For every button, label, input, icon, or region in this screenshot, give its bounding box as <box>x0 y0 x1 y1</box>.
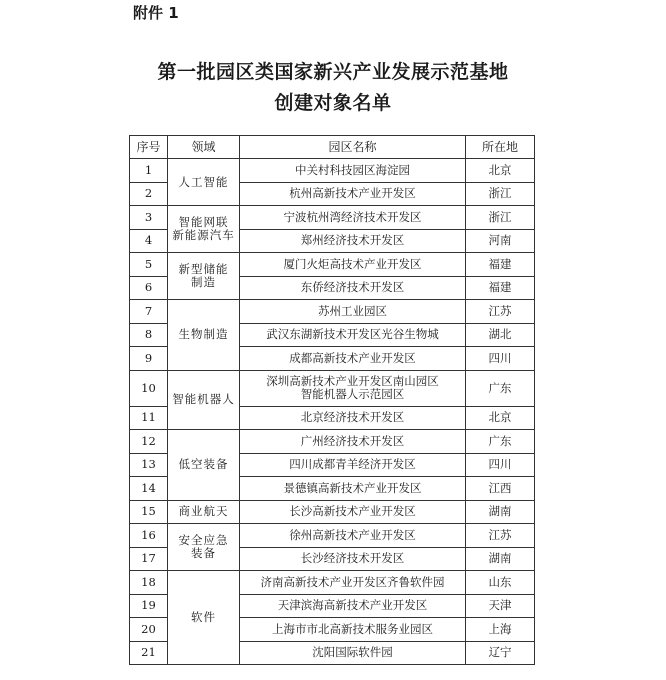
park-name: 上海市市北高新技术服务业园区 <box>240 618 466 642</box>
park-location: 天津 <box>466 594 535 618</box>
row-no: 8 <box>130 323 168 347</box>
row-no: 14 <box>130 477 168 501</box>
park-location: 上海 <box>466 618 535 642</box>
row-no: 15 <box>130 500 168 524</box>
park-name-line2: 智能机器人示范园区 <box>300 387 405 401</box>
field-name-line2: 新能源汽车 <box>172 228 235 242</box>
row-no: 6 <box>130 276 168 300</box>
row-no: 20 <box>130 618 168 642</box>
park-location: 四川 <box>466 453 535 477</box>
document-subtitle: 创建对象名单 <box>274 92 392 114</box>
table-row <box>130 500 535 524</box>
field-name: 新型储能 <box>178 262 229 276</box>
park-name: 厦门火炬高技术产业开发区 <box>240 253 466 277</box>
park-name <box>240 370 466 406</box>
field-name: 软件 <box>191 610 216 624</box>
table-row <box>130 159 535 183</box>
park-location: 河南 <box>466 229 535 253</box>
table-row <box>130 206 535 230</box>
row-no: 13 <box>130 453 168 477</box>
park-name: 沈阳国际软件园 <box>240 641 466 665</box>
field-cell <box>168 430 240 501</box>
park-location: 浙江 <box>466 182 535 206</box>
attachment-label: 附件 1 <box>133 4 179 22</box>
park-name: 四川成都青羊经济开发区 <box>240 453 466 477</box>
field-name-line2: 装备 <box>191 546 216 560</box>
field-name: 低空装备 <box>178 457 229 472</box>
header-no: 序号 <box>130 136 168 159</box>
row-no: 10 <box>130 370 168 406</box>
park-name: 中关村科技园区海淀园 <box>240 159 466 183</box>
park-location: 福建 <box>466 253 535 277</box>
header-park: 园区名称 <box>240 136 466 159</box>
park-name: 东侨经济技术开发区 <box>240 276 466 300</box>
field-cell <box>168 300 240 371</box>
table-row <box>130 524 535 548</box>
table-row <box>130 430 535 454</box>
field-cell <box>168 159 240 206</box>
park-name: 广州经济技术开发区 <box>240 430 466 454</box>
field-cell <box>168 571 240 665</box>
row-no: 18 <box>130 571 168 595</box>
field-name-line2: 制造 <box>191 275 216 289</box>
row-no: 11 <box>130 406 168 430</box>
park-name: 武汉东湖新技术开发区光谷生物城 <box>240 323 466 347</box>
table-row <box>130 300 535 324</box>
field-name: 商业航天 <box>178 504 229 519</box>
field-name: 人工智能 <box>178 174 229 189</box>
table-row <box>130 370 535 406</box>
table-row <box>130 253 535 277</box>
park-name: 北京经济技术开发区 <box>240 406 466 430</box>
field-cell <box>168 524 240 571</box>
field-name: 智能机器人 <box>172 392 235 407</box>
row-no: 21 <box>130 641 168 665</box>
row-no: 1 <box>130 159 168 183</box>
park-name: 郑州经济技术开发区 <box>240 229 466 253</box>
park-name: 苏州工业园区 <box>240 300 466 324</box>
park-name: 宁波杭州湾经济技术开发区 <box>240 206 466 230</box>
row-no: 3 <box>130 206 168 230</box>
park-location: 辽宁 <box>466 641 535 665</box>
document-title: 第一批园区类国家新兴产业发展示范基地 <box>157 61 509 83</box>
park-name: 景德镇高新技术产业开发区 <box>240 477 466 501</box>
row-no: 19 <box>130 594 168 618</box>
field-cell <box>168 206 240 253</box>
row-no: 17 <box>130 547 168 571</box>
park-name: 天津滨海高新技术产业开发区 <box>240 594 466 618</box>
row-no: 5 <box>130 253 168 277</box>
header-field: 领域 <box>168 136 240 159</box>
park-location: 福建 <box>466 276 535 300</box>
row-no: 2 <box>130 182 168 206</box>
row-no: 7 <box>130 300 168 324</box>
field-name: 安全应急 <box>178 533 229 547</box>
field-cell <box>168 500 240 524</box>
row-no: 12 <box>130 430 168 454</box>
park-location: 江苏 <box>466 300 535 324</box>
field-name: 生物制造 <box>178 327 229 342</box>
table-header-row <box>130 136 535 159</box>
field-name: 智能网联 <box>178 215 229 229</box>
park-name: 成都高新技术产业开发区 <box>240 347 466 371</box>
park-location: 江苏 <box>466 524 535 548</box>
park-location: 江西 <box>466 477 535 501</box>
park-location: 湖南 <box>466 500 535 524</box>
park-list-table <box>129 135 535 665</box>
field-cell <box>168 370 240 430</box>
park-name-line1: 深圳高新技术产业开发区南山园区 <box>266 374 439 388</box>
park-location: 湖北 <box>466 323 535 347</box>
row-no: 16 <box>130 524 168 548</box>
park-location: 广东 <box>466 370 535 406</box>
park-location: 湖南 <box>466 547 535 571</box>
park-location: 北京 <box>466 406 535 430</box>
park-location: 四川 <box>466 347 535 371</box>
park-name: 徐州高新技术产业开发区 <box>240 524 466 548</box>
park-name: 长沙经济技术开发区 <box>240 547 466 571</box>
header-location: 所在地 <box>466 136 535 159</box>
park-location: 广东 <box>466 430 535 454</box>
row-no: 9 <box>130 347 168 371</box>
park-location: 山东 <box>466 571 535 595</box>
park-location: 北京 <box>466 159 535 183</box>
table-row <box>130 571 535 595</box>
row-no: 4 <box>130 229 168 253</box>
field-cell <box>168 253 240 300</box>
park-name: 长沙高新技术产业开发区 <box>240 500 466 524</box>
park-location: 浙江 <box>466 206 535 230</box>
park-name: 济南高新技术产业开发区齐鲁软件园 <box>240 571 466 595</box>
park-name: 杭州高新技术产业开发区 <box>240 182 466 206</box>
